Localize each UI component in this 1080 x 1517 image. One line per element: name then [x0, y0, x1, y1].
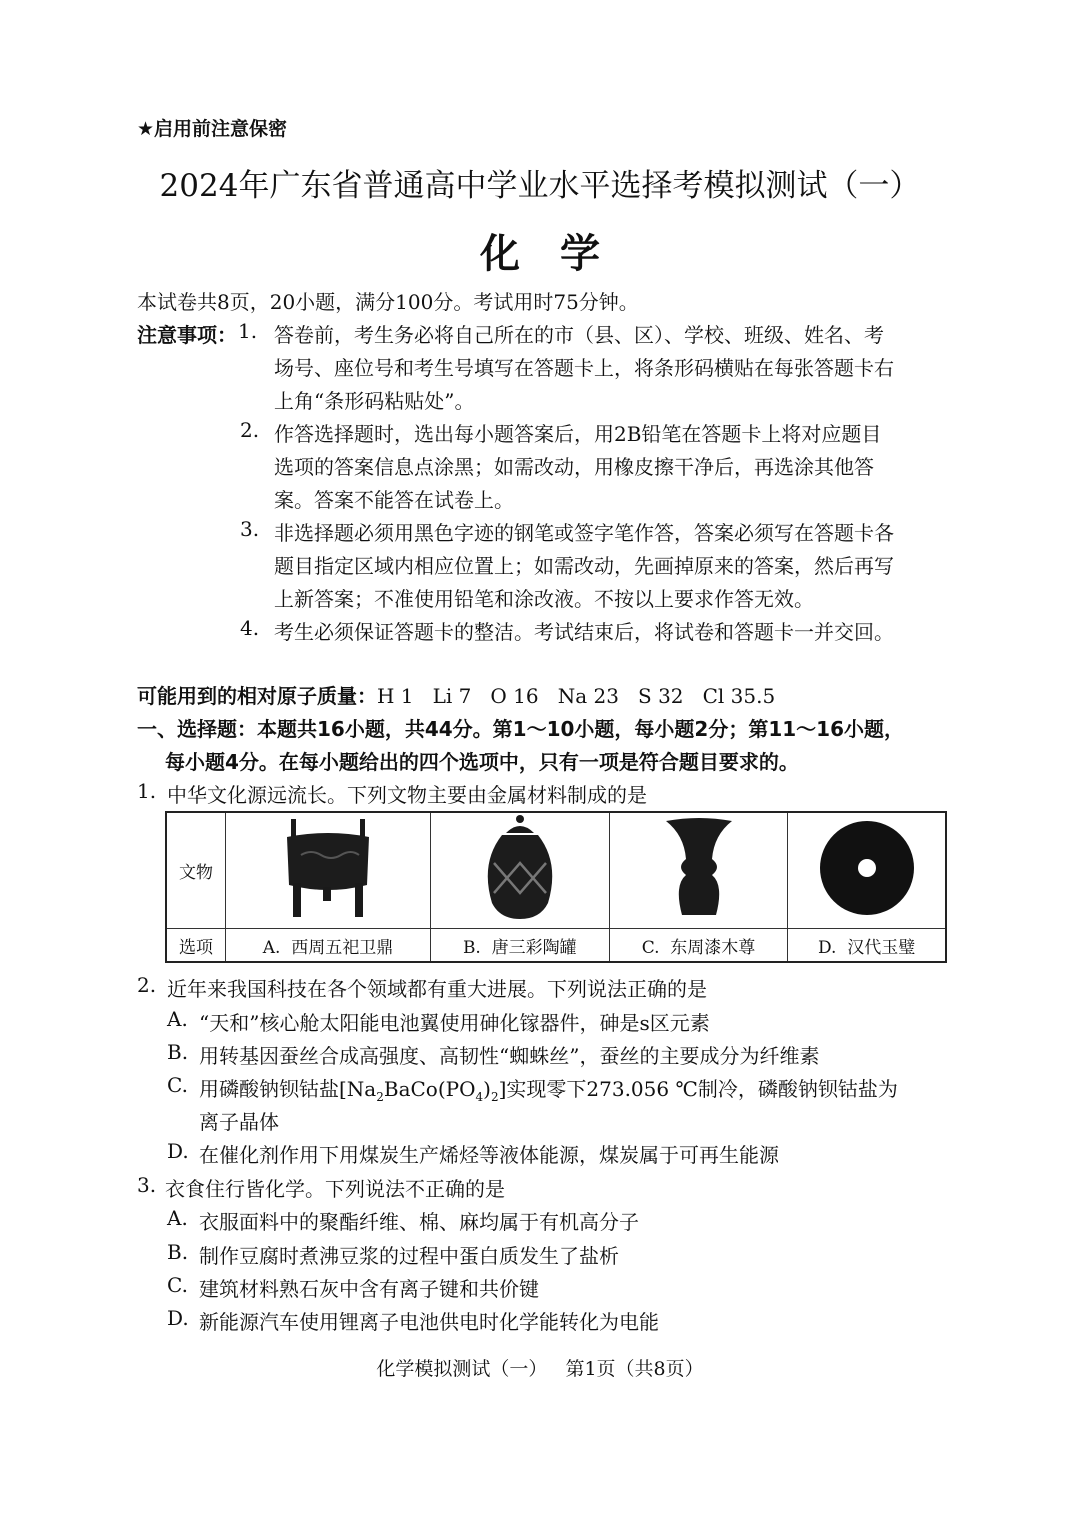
- jade-bi-disc-icon: [817, 818, 917, 918]
- option-c-label: C. 东周漆木尊: [609, 929, 788, 963]
- question-stem: 近年来我国科技在各个领域都有重大进展。下列说法正确的是: [167, 977, 707, 1001]
- subscript: 4: [475, 1090, 484, 1104]
- option-text: 在催化剂作用下用煤炭生产烯烃等液体能源，煤炭属于可再生能源: [199, 1143, 779, 1167]
- formula-part: 用磷酸钠钡钴盐[Na: [199, 1077, 377, 1101]
- question-number: 1.: [137, 779, 157, 803]
- option-letter: B.: [167, 1040, 189, 1064]
- note-line: 考生必须保证答题卡的整洁。考试结束后，将试卷和答题卡一并交回。: [274, 620, 894, 644]
- row-header-artifact: 文物: [166, 812, 226, 929]
- note-number: 1.: [238, 319, 258, 343]
- option-text-cont: 离子晶体: [199, 1110, 279, 1134]
- note-number: 4.: [240, 616, 260, 640]
- option-letter: A.: [167, 1007, 188, 1031]
- section-heading-cont: 每小题4分。在每小题给出的四个选项中，只有一项是符合题目要求的。: [165, 750, 799, 774]
- artifact-image-c: [609, 812, 788, 929]
- artifact-image-b: [430, 812, 609, 929]
- question-stem: 衣食住行皆化学。下列说法不正确的是: [165, 1177, 505, 1201]
- note-line: 上新答案；不准使用铅笔和涂改液。不按以上要求作答无效。: [274, 587, 814, 611]
- note-line: 作答选择题时，选出每小题答案后，用2B铅笔在答题卡上将对应题目: [274, 422, 882, 446]
- formula-part: ]实现零下273.056 ℃制冷，磷酸钠钡钴盐为: [498, 1077, 898, 1101]
- option-letter: C.: [167, 1073, 188, 1097]
- note-line: 答卷前，考生务必将自己所在的市（县、区）、学校、班级、姓名、考: [274, 323, 884, 347]
- artifact-image-a: [226, 812, 431, 929]
- option-text: [199, 1073, 898, 1104]
- option-text: 用转基因蚕丝合成高强度、高韧性“蜘蛛丝”，蚕丝的主要成分为纤维素: [199, 1044, 820, 1068]
- artifact-table: [165, 811, 947, 963]
- artifact-image-d: [788, 812, 946, 929]
- subscript: 2: [490, 1090, 499, 1104]
- question-stem: 中华文化源远流长。下列文物主要由金属材料制成的是: [167, 783, 647, 807]
- option-a-label: A. 西周五祀卫鼎: [226, 929, 431, 963]
- formula-part: BaCo(PO: [383, 1077, 476, 1101]
- intro-text: 本试卷共8页，20小题，满分100分。考试用时75分钟。: [137, 290, 639, 314]
- question-number: 2.: [137, 973, 157, 997]
- option-letter: D.: [167, 1306, 189, 1330]
- subscript: 2: [376, 1090, 384, 1104]
- note-line: 上角“条形码粘贴处”。: [274, 389, 475, 413]
- note-line: 题目指定区域内相应位置上；如需改动，先画掉原来的答案，然后再写: [274, 554, 894, 578]
- option-text: “天和”核心舱太阳能电池翼使用砷化镓器件，砷是s区元素: [199, 1011, 710, 1035]
- atomic-masses-label: 可能用到的相对原子质量：: [137, 684, 377, 708]
- option-letter: C.: [167, 1273, 188, 1297]
- subject-title: 化学: [480, 231, 640, 277]
- option-letter: B.: [167, 1240, 189, 1264]
- section-heading: 一、选择题：本题共16小题，共44分。第1～10小题，每小题2分；第11～16小题，: [137, 717, 904, 741]
- question-number: 3.: [137, 1173, 157, 1197]
- note-line: 选项的答案信息点涂黑；如需改动，用橡皮擦干净后，再选涂其他答: [274, 455, 874, 479]
- exam-title: 2024年广东省普通高中学业水平选择考模拟测试（一）: [159, 168, 921, 204]
- notes-label: 注意事项：: [137, 323, 237, 347]
- note-line: 案。答案不能答在试卷上。: [274, 488, 514, 512]
- option-text: 建筑材料熟石灰中含有离子键和共价键: [199, 1277, 539, 1301]
- option-text: 衣服面料中的聚酯纤维、棉、麻均属于有机高分子: [199, 1210, 639, 1234]
- atomic-masses-values: H 1 Li 7 O 16 Na 23 S 32 Cl 35.5: [377, 684, 776, 708]
- row-header-option: 选项: [166, 929, 226, 963]
- page-footer: 化学模拟测试（一） 第1页（共8页）: [376, 1358, 704, 1380]
- option-letter: D.: [167, 1139, 189, 1163]
- bronze-ding-icon: [273, 815, 383, 921]
- confidential-notice: ★启用前注意保密: [137, 118, 288, 140]
- note-number: 2.: [240, 418, 260, 442]
- note-number: 3.: [240, 517, 260, 541]
- formula-part: ): [483, 1077, 491, 1101]
- option-text: 新能源汽车使用锂离子电池供电时化学能转化为电能: [199, 1310, 659, 1334]
- option-text: 制作豆腐时煮沸豆浆的过程中蛋白质发生了盐析: [199, 1244, 619, 1268]
- pottery-jar-icon: [480, 813, 560, 923]
- atomic-masses: [137, 680, 775, 709]
- option-d-label: D. 汉代玉璧: [788, 929, 946, 963]
- note-line: 场号、座位号和考生号填写在答题卡上，将条形码横贴在每张答题卡右: [274, 356, 894, 380]
- note-line: 非选择题必须用黑色字迹的钢笔或签字笔作答，答案必须写在答题卡各: [274, 521, 894, 545]
- lacquer-wood-zun-icon: [664, 815, 734, 921]
- option-b-label: B. 唐三彩陶罐: [430, 929, 609, 963]
- option-letter: A.: [167, 1206, 188, 1230]
